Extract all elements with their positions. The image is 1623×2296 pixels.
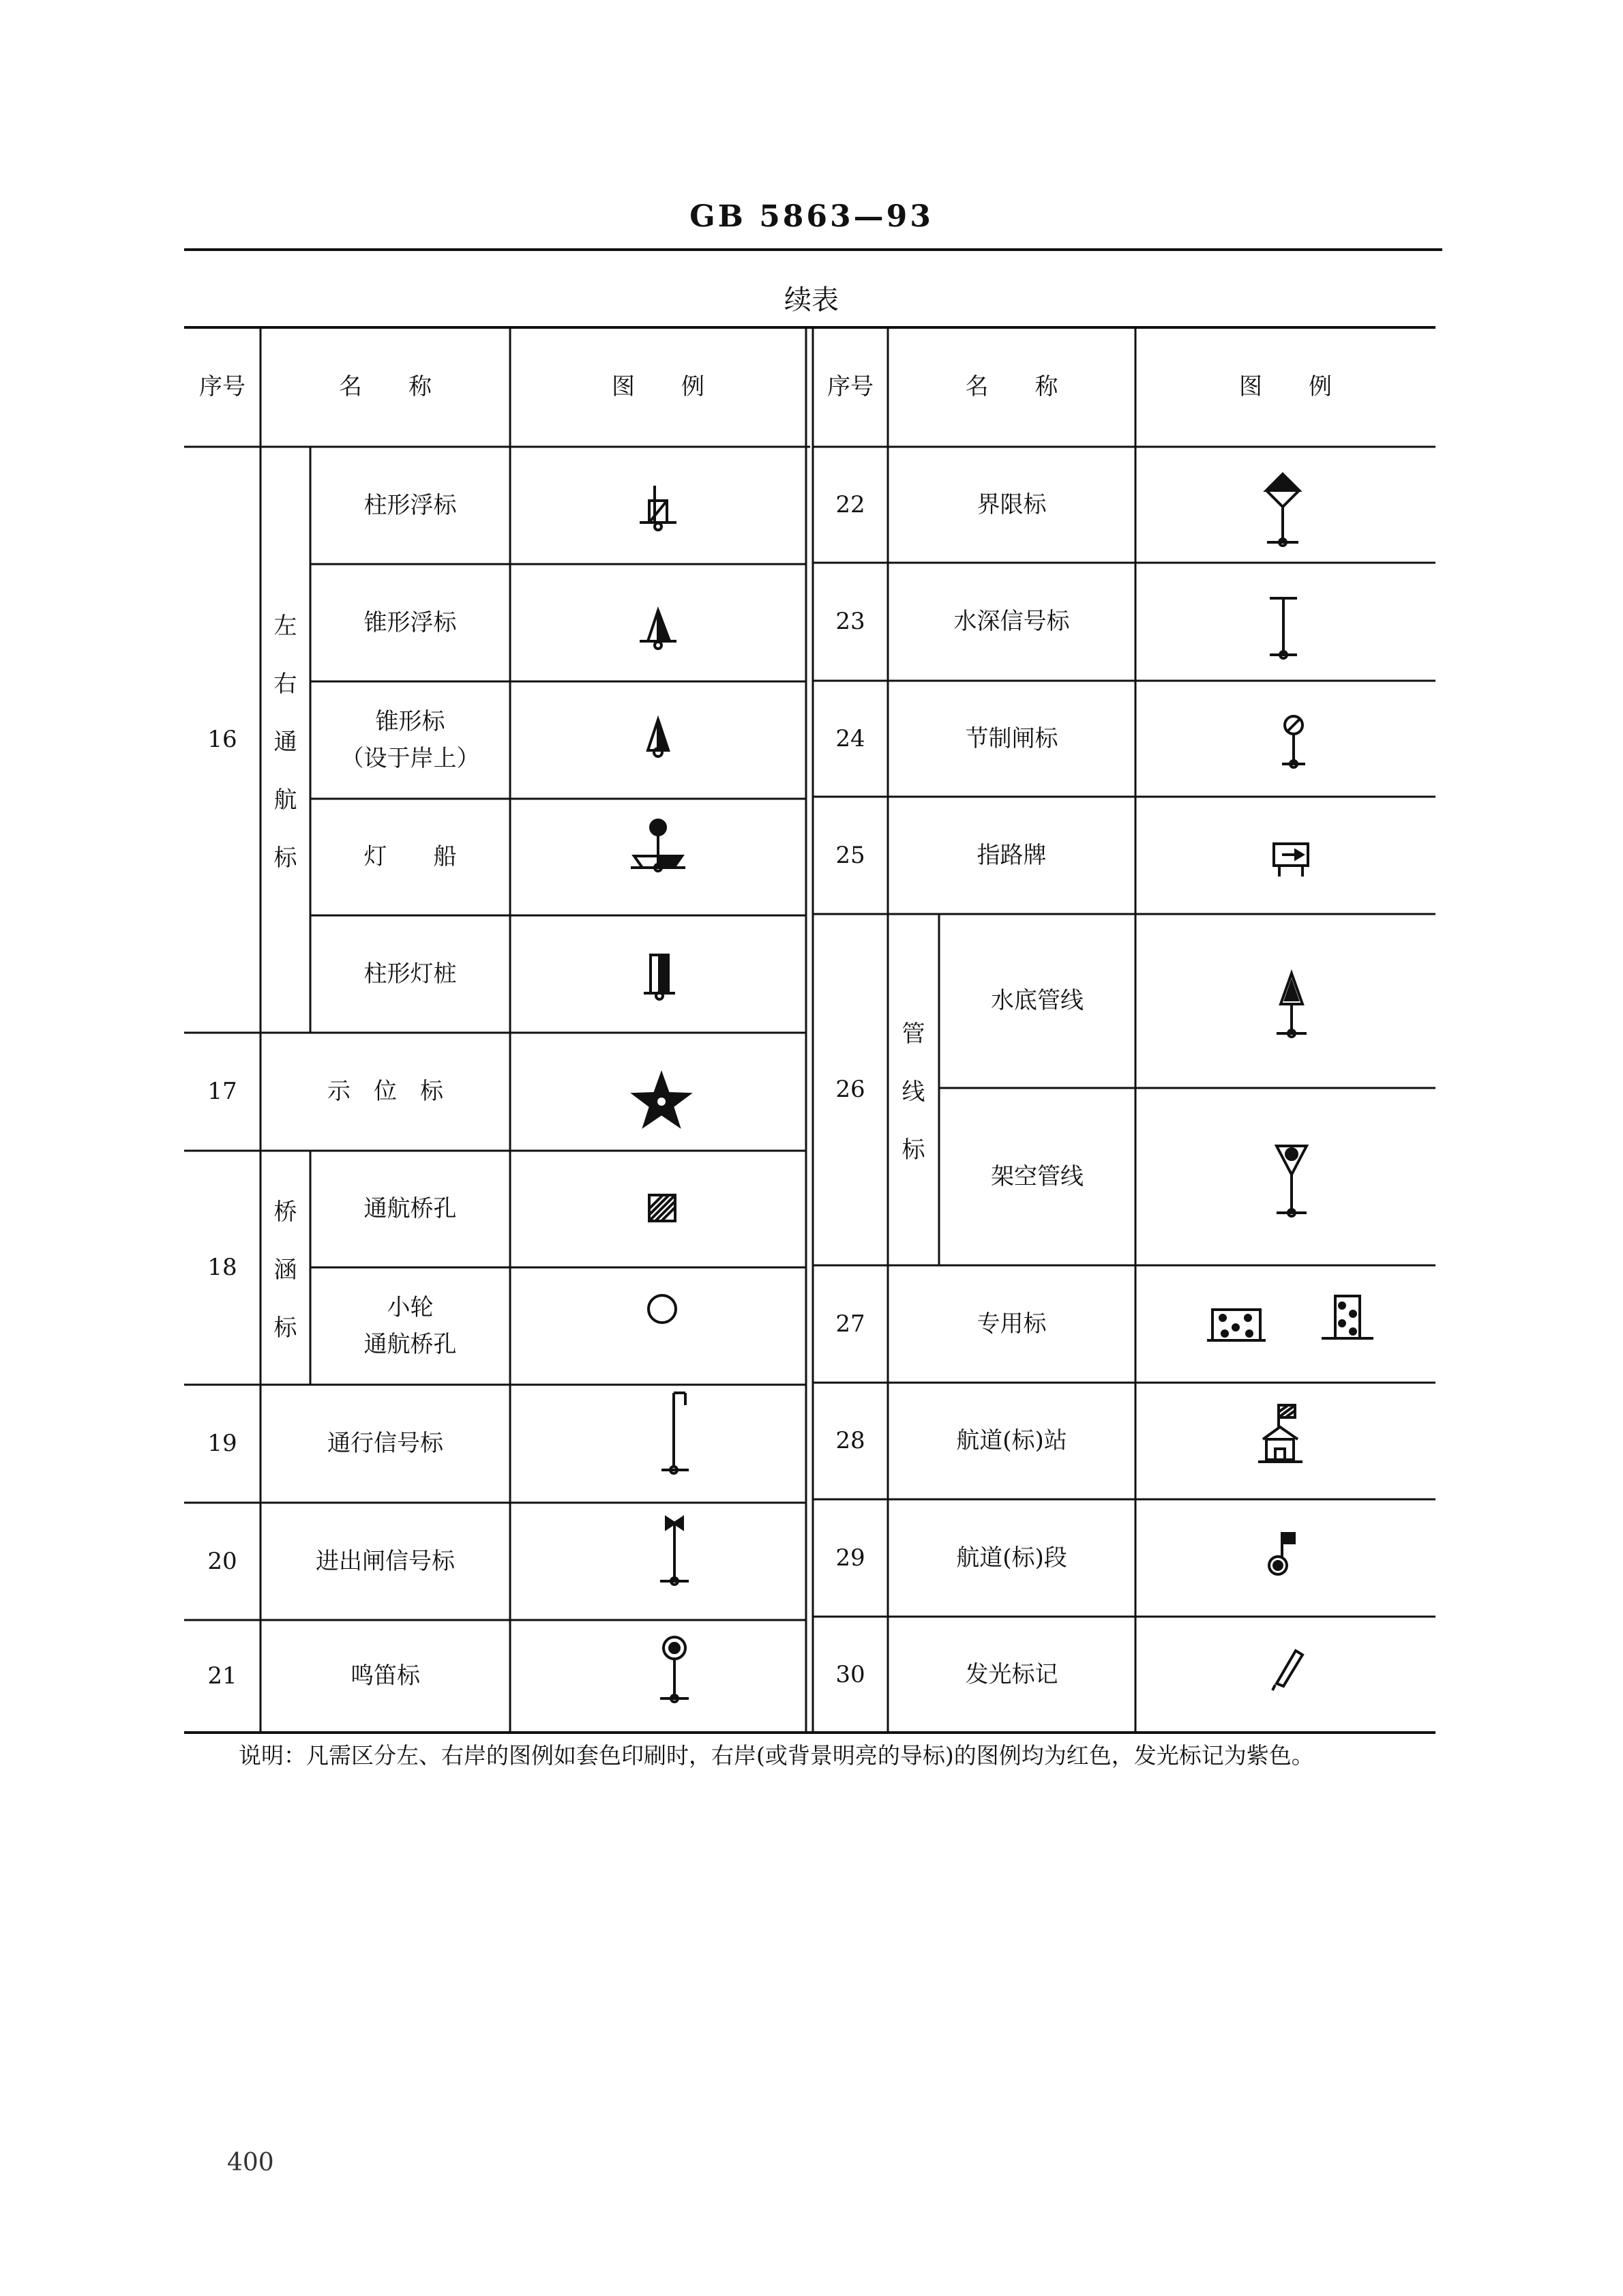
- row-16-seq: 16: [207, 726, 237, 754]
- standard-header: GB 5863—93: [689, 199, 934, 234]
- row-17-name: 示 位 标: [327, 1078, 443, 1106]
- underwater-pipeline-icon: [1277, 973, 1307, 1037]
- lock-signal-icon: [660, 1518, 689, 1585]
- boundary-icon: [1266, 474, 1299, 546]
- row-19-seq: 19: [207, 1430, 237, 1458]
- row-16-group: 左 右 通 航 标: [273, 613, 297, 872]
- footnote: 说明：凡需区分左、右岸的图例如套色印刷时，右岸(或背景明亮的导标)的图例均为红色，发光标记为紫色。: [239, 1742, 1314, 1769]
- row-22-name: 界限标: [977, 490, 1047, 518]
- row-29-seq: 29: [835, 1544, 865, 1572]
- row-22-seq: 22: [835, 490, 865, 518]
- col-header-seq-left: 序号: [199, 373, 245, 401]
- col-header-seq-right: 序号: [827, 373, 874, 401]
- row-24-name: 节制闸标: [965, 724, 1058, 752]
- table-caption: 续表: [784, 284, 839, 316]
- row-23-seq: 23: [835, 608, 865, 636]
- shore-cone-icon: [648, 720, 668, 756]
- position-star-icon: [634, 1074, 689, 1125]
- row-27-name: 专用标: [977, 1310, 1047, 1338]
- row-16d-name: 灯 船: [363, 843, 457, 871]
- hatched-square-icon: [649, 1195, 675, 1221]
- row-26-group: 管 线 标: [902, 1020, 925, 1164]
- row-28-seq: 28: [835, 1427, 865, 1455]
- row-16c-name: 锥形标 （设于岸上）: [340, 707, 480, 772]
- row-18-seq: 18: [207, 1254, 237, 1282]
- row-16a-name: 柱形浮标: [363, 491, 457, 519]
- special-mark-icon: [1207, 1296, 1373, 1340]
- page-number: 400: [227, 2149, 274, 2177]
- luminous-mark-icon: [1272, 1651, 1302, 1690]
- channel-station-icon: [1258, 1405, 1302, 1462]
- row-26-seq: 26: [835, 1076, 865, 1104]
- row-28-name: 航道(标)站: [956, 1427, 1067, 1455]
- row-30-seq: 30: [835, 1660, 865, 1688]
- row-21-seq: 21: [207, 1662, 237, 1690]
- row-16b-name: 锥形浮标: [363, 608, 457, 636]
- row-23-name: 水深信号标: [953, 608, 1070, 636]
- row-25-seq: 25: [835, 841, 865, 869]
- row-18a-name: 通航桥孔: [363, 1195, 457, 1223]
- row-20-name: 进出闸信号标: [316, 1547, 455, 1575]
- row-17-seq: 17: [207, 1078, 237, 1106]
- signpost-icon: [1274, 844, 1308, 877]
- column-buoy-icon: [640, 486, 676, 530]
- row-18-group: 桥 涵 标: [273, 1198, 297, 1342]
- control-gate-icon: [1282, 716, 1305, 767]
- row-24-seq: 24: [835, 724, 865, 752]
- whistle-icon: [660, 1637, 689, 1702]
- row-20-seq: 20: [207, 1547, 237, 1575]
- row-19-name: 通行信号标: [327, 1430, 443, 1458]
- light-vessel-icon: [631, 820, 685, 871]
- col-header-name-left: 名 称: [339, 373, 432, 401]
- row-26b-name: 架空管线: [991, 1162, 1084, 1190]
- column-light-post-icon: [644, 955, 675, 999]
- row-18b-name: 小轮 通航桥孔: [363, 1293, 457, 1358]
- row-21-name: 鸣笛标: [351, 1662, 420, 1690]
- col-header-name-right: 名 称: [965, 373, 1058, 401]
- row-27-seq: 27: [835, 1310, 865, 1338]
- channel-section-icon: [1269, 1533, 1294, 1574]
- row-29-name: 航道(标)段: [956, 1544, 1067, 1572]
- col-header-legend-right: 图 例: [1239, 373, 1332, 401]
- row-25-name: 指路牌: [977, 841, 1047, 869]
- row-30-name: 发光标记: [965, 1660, 1058, 1688]
- overhead-pipeline-icon: [1277, 1146, 1307, 1216]
- depth-signal-icon: [1270, 598, 1297, 658]
- traffic-signal-icon: [661, 1393, 689, 1473]
- circle-icon: [649, 1295, 676, 1323]
- col-header-legend-left: 图 例: [612, 373, 704, 401]
- row-16e-name: 柱形灯桩: [363, 960, 457, 988]
- cone-buoy-icon: [640, 610, 676, 649]
- row-26a-name: 水底管线: [991, 987, 1084, 1015]
